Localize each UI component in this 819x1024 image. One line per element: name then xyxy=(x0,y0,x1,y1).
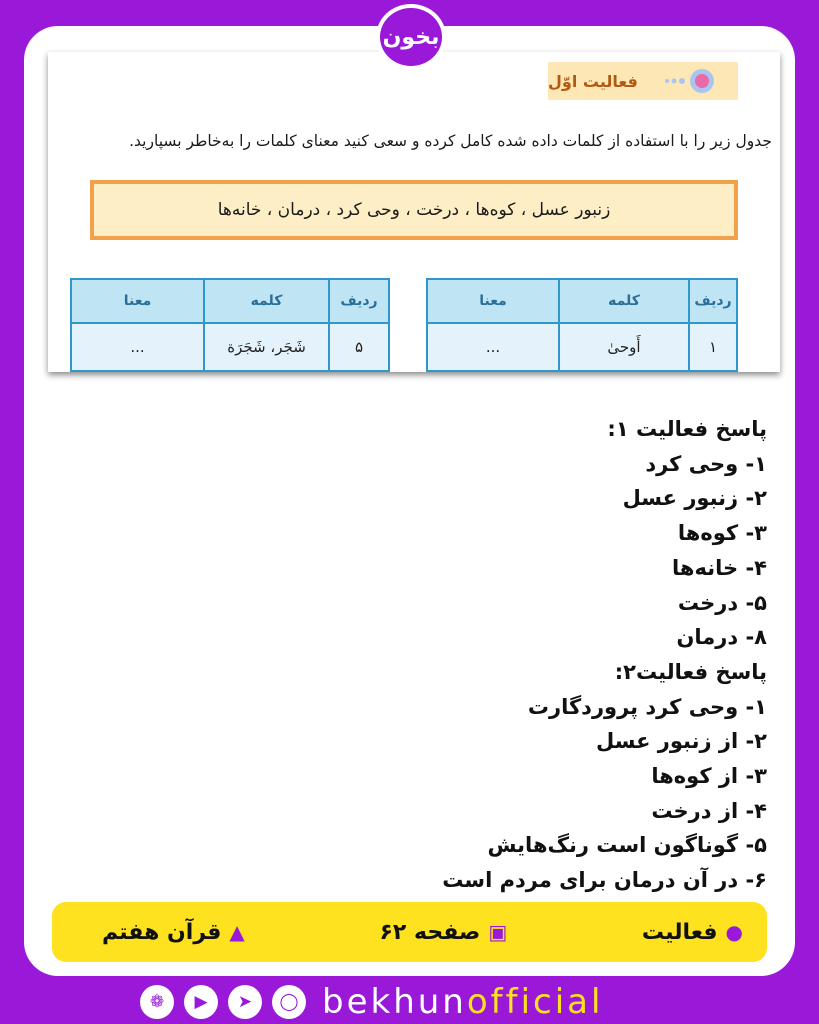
cell-row-number: ۵ xyxy=(329,323,389,371)
graduation-cap-icon: ▲ xyxy=(229,920,245,944)
page-label-text: صفحه ۶۲ xyxy=(379,919,481,945)
answer-line: ۵- درخت xyxy=(677,590,767,615)
open-book-icon: ▣ xyxy=(488,920,508,944)
cell-word: شَجَر، شَجَرَة xyxy=(204,323,329,371)
header-row-number: ردیف xyxy=(689,279,737,323)
handle-part-1: bekhun xyxy=(322,982,467,1022)
page-label xyxy=(380,920,508,945)
instruction-text: جدول زیر را با استفاده از کلمات داده شده کامل کرده و سعی کنید معنای کلمات را به‌خاطر بسپارید. xyxy=(129,132,772,150)
vocab-table-left xyxy=(70,278,390,372)
answer-list xyxy=(207,412,767,898)
youtube-icon[interactable]: ▶ xyxy=(184,985,218,1019)
cell-meaning: ... xyxy=(427,323,559,371)
social-footer xyxy=(140,980,603,1024)
answer-heading-2: پاسخ فعالیت۲: xyxy=(614,659,767,684)
answer-heading-1: پاسخ فعالیت ۱: xyxy=(607,417,767,441)
handle-part-2: official xyxy=(466,982,604,1022)
textbook-excerpt xyxy=(48,52,780,372)
header-meaning: معنا xyxy=(427,279,559,323)
social-handle[interactable] xyxy=(322,982,603,1022)
instagram-icon[interactable]: ◯ xyxy=(272,985,306,1019)
header-row-number: ردیف xyxy=(329,279,389,323)
activity-label xyxy=(642,920,743,945)
answer-line: ۴- خانه‌ها xyxy=(672,555,767,580)
answer-line: ۸- درمان xyxy=(676,625,767,650)
cell-meaning: ... xyxy=(71,323,204,371)
aparat-icon[interactable]: ❁ xyxy=(140,985,174,1019)
answer-line: ۴- از درخت xyxy=(651,798,767,823)
header-meaning: معنا xyxy=(71,279,204,323)
header-word: کلمه xyxy=(204,279,329,323)
answer-line: ۳- کوه‌ها xyxy=(677,521,767,546)
vocab-table-right xyxy=(426,278,738,372)
word-bank: زنبور عسل ، کوه‌ها ، درخت ، وحی کرد ، درمان ، خانه‌ها xyxy=(90,180,738,240)
brand-logo: بخون xyxy=(376,4,446,70)
activity-label-text: فعالیت xyxy=(641,919,718,945)
answer-line: ۶- در آن درمان برای مردم است xyxy=(442,868,767,893)
cell-row-number: ۱ xyxy=(689,323,737,371)
answer-line: ۱- وحی کرد پروردگارت xyxy=(527,694,767,719)
cell-word: أَوحىٰ xyxy=(559,323,689,371)
subject-label xyxy=(102,920,245,945)
decorative-dots-icon xyxy=(662,66,718,96)
info-bar xyxy=(52,902,767,962)
activity-title-tag xyxy=(548,62,738,100)
answer-line: ۲- زنبور عسل xyxy=(622,486,767,511)
answer-line: ۲- از زنبور عسل xyxy=(595,729,767,754)
subject-label-text: قرآن هفتم xyxy=(102,919,222,945)
answer-line: ۵- گوناگون است رنگ‌هایش xyxy=(487,833,767,858)
answer-line: ۱- وحی کرد xyxy=(645,451,767,476)
activity-title: فعالیت اوّل xyxy=(548,71,638,91)
telegram-icon[interactable]: ➤ xyxy=(228,985,262,1019)
student-icon: ● xyxy=(725,920,743,944)
header-word: کلمه xyxy=(559,279,689,323)
answer-line: ۳- از کوه‌ها xyxy=(651,764,767,789)
